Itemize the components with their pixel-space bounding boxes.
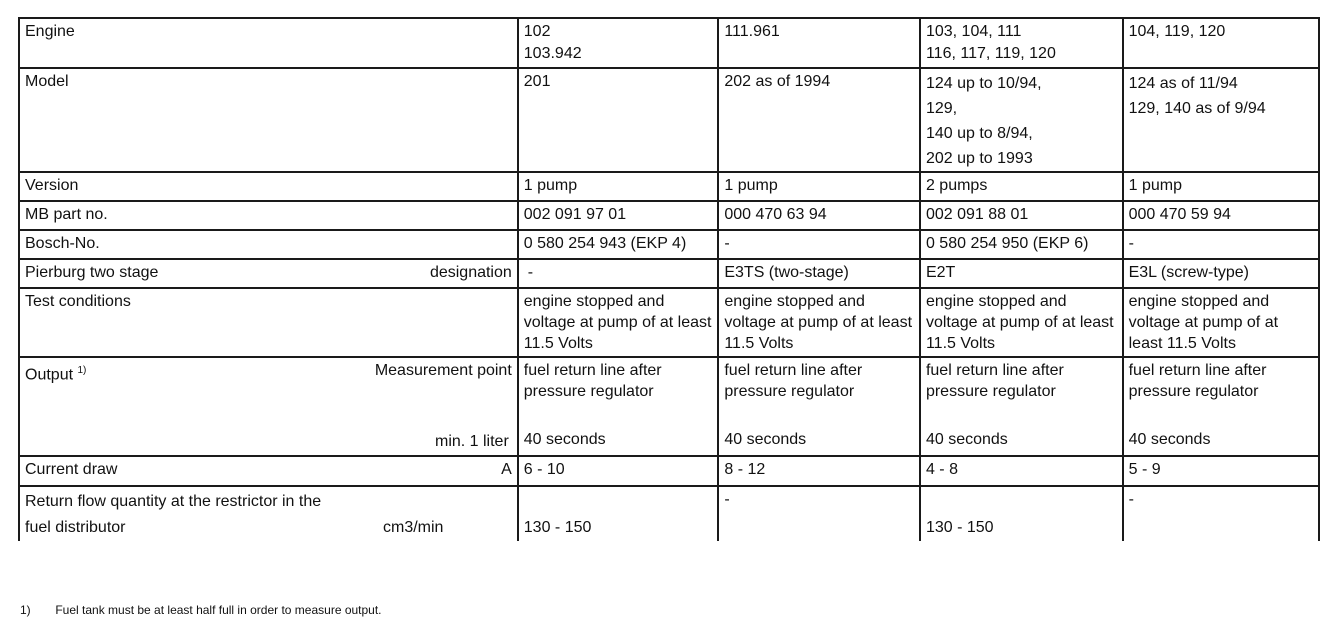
return-flow-cell: -: [718, 486, 920, 541]
bosch-cell: 0 580 254 950 (EKP 6): [920, 230, 1123, 259]
output-point: fuel return line after pressure regulator: [1128, 362, 1267, 400]
footnote-marker: 1): [77, 365, 87, 376]
bosch-cell: -: [718, 230, 920, 259]
measurement-point-label: Measurement point: [374, 362, 512, 379]
current-draw-row: [19, 456, 1319, 486]
model-value: 202 as of 1994: [724, 73, 831, 90]
pierburg-label-cell: [19, 259, 518, 288]
test-cell: engine stopped and voltage at pump of at least 11.5 Volts: [518, 288, 719, 357]
output-label: Output: [25, 366, 74, 384]
engine-row: [19, 18, 1319, 68]
model-cell: [518, 68, 719, 172]
model-row: [19, 68, 1319, 172]
version-row: [19, 172, 1319, 201]
engine-cell: [1123, 18, 1319, 68]
current-cell: 5 - 9: [1123, 456, 1319, 486]
test-conditions-row: [19, 288, 1319, 357]
return-flow-cell: 130 - 150: [518, 486, 719, 541]
current-cell: 8 - 12: [718, 456, 920, 486]
output-label-cell: [19, 357, 518, 456]
mb-part-cell: 000 470 59 94: [1123, 201, 1319, 230]
footnote-text: Fuel tank must be at least half full in order to measure output.: [55, 603, 382, 617]
mb-part-row: [19, 201, 1319, 230]
return-flow-label: fuel distributor: [25, 519, 126, 536]
engine-cell: [920, 18, 1123, 68]
engine-value: 102: [523, 23, 551, 40]
return-flow-unit: cm3/min: [383, 519, 444, 536]
output-point: fuel return line after pressure regulator: [523, 362, 662, 400]
footnote: [20, 603, 382, 617]
engine-cell: [718, 18, 920, 68]
pierburg-label: Pierburg two stage: [25, 264, 159, 281]
pierburg-cell: E3TS (two-stage): [718, 259, 920, 288]
return-flow-cell: -: [1123, 486, 1319, 541]
output-time: 40 seconds: [523, 431, 606, 448]
output-point: fuel return line after pressure regulator: [925, 362, 1064, 400]
output-cell: [1123, 357, 1319, 456]
pierburg-row: [19, 259, 1319, 288]
output-time: 40 seconds: [925, 431, 1008, 448]
output-point: fuel return line after pressure regulator: [724, 362, 863, 400]
model-cell: [718, 68, 920, 172]
current-cell: 6 - 10: [518, 456, 719, 486]
pierburg-sub-label: designation: [429, 264, 512, 281]
engine-value: 111.961: [724, 23, 780, 40]
version-cell: 2 pumps: [920, 172, 1123, 201]
return-flow-label-cell: [19, 486, 518, 541]
engine-value: 104, 119, 120: [1128, 23, 1226, 40]
output-time: 40 seconds: [1128, 431, 1211, 448]
version-cell: 1 pump: [1123, 172, 1319, 201]
return-flow-row: [19, 486, 1319, 541]
pierburg-cell: -: [518, 259, 719, 288]
output-cell: [920, 357, 1123, 456]
version-label: Version: [19, 172, 518, 201]
mb-part-cell: 002 091 88 01: [920, 201, 1123, 230]
mb-part-label: MB part no.: [19, 201, 518, 230]
engine-label: Engine: [19, 18, 518, 68]
footnote-number: 1): [20, 603, 31, 617]
model-cell: [920, 68, 1123, 172]
bosch-cell: 0 580 254 943 (EKP 4): [518, 230, 719, 259]
test-cell: engine stopped and voltage at pump of at least 11.5 Volts: [718, 288, 920, 357]
current-cell: 4 - 8: [920, 456, 1123, 486]
bosch-row: [19, 230, 1319, 259]
engine-cell: [518, 18, 719, 68]
model-value: 201: [523, 73, 551, 90]
bosch-cell: -: [1123, 230, 1319, 259]
bosch-label: Bosch-No.: [19, 230, 518, 259]
version-cell: 1 pump: [718, 172, 920, 201]
current-label: Current draw: [25, 461, 118, 478]
output-time: 40 seconds: [724, 431, 807, 448]
return-flow-cell: 130 - 150: [920, 486, 1123, 541]
test-label: Test conditions: [19, 288, 518, 357]
output-cell: [718, 357, 920, 456]
fuel-pump-spec-table: [18, 17, 1320, 541]
test-cell: engine stopped and voltage at pump of at least 11.5 Volts: [1123, 288, 1319, 357]
engine-value: 103.942: [523, 45, 582, 62]
model-value: 140 up to 8/94,: [925, 125, 1033, 142]
model-cell: [1123, 68, 1319, 172]
output-row: [19, 357, 1319, 456]
current-unit: A: [501, 461, 512, 478]
model-value: 129,: [925, 100, 958, 117]
model-label: Model: [19, 68, 518, 172]
version-cell: 1 pump: [518, 172, 719, 201]
test-cell: engine stopped and voltage at pump of at least 11.5 Volts: [920, 288, 1123, 357]
model-value: 124 as of 11/94: [1128, 75, 1238, 92]
model-value: 202 up to 1993: [925, 150, 1033, 167]
return-flow-label: Return flow quantity at the restrictor in the: [25, 493, 322, 510]
output-cell: [518, 357, 719, 456]
mb-part-cell: 000 470 63 94: [718, 201, 920, 230]
min-liter-label: min. 1 liter: [434, 433, 509, 450]
pierburg-cell: E3L (screw-type): [1123, 259, 1319, 288]
engine-value: 103, 104, 111: [925, 23, 1022, 40]
current-label-cell: [19, 456, 518, 486]
model-value: 124 up to 10/94,: [925, 75, 1042, 92]
engine-value: 116, 117, 119, 120: [925, 45, 1056, 62]
mb-part-cell: 002 091 97 01: [518, 201, 719, 230]
model-value: 129, 140 as of 9/94: [1128, 100, 1266, 117]
pierburg-cell: E2T: [920, 259, 1123, 288]
